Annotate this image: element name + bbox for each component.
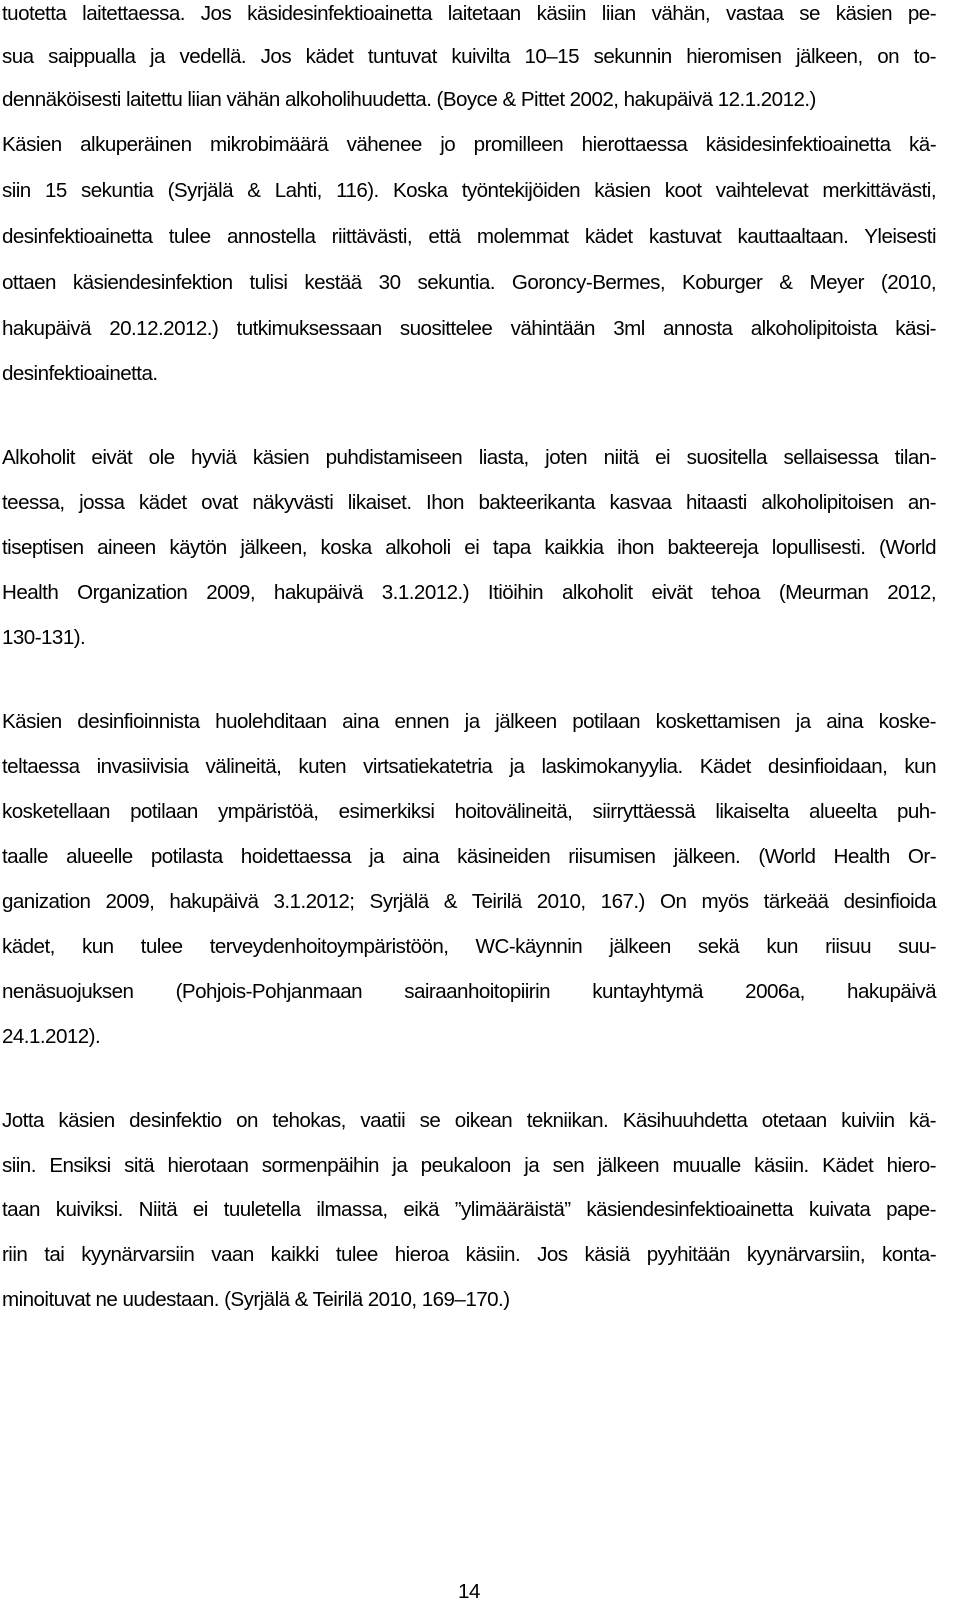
text-line: ottaen käsiendesinfektion tulisi kestää 30 sekuntia. Goroncy-Bermes, Koburger & Meyer (2010, [2, 271, 936, 294]
text-line: tuotetta laitettaessa. Jos käsidesinfektioainetta laitetaan käsiin liian vähän, vastaa se käsien pe- [2, 2, 936, 25]
text-line: Alkoholit eivät ole hyviä käsien puhdistamiseen liasta, joten niitä ei suositella sellaisessa tilan- [2, 446, 936, 469]
text-line: kosketellaan potilaan ympäristöä, esimerkiksi hoitovälineitä, siirryttäessä likaiselta alueelta puh- [2, 800, 936, 823]
text-line: siin 15 sekuntia (Syrjälä & Lahti, 116). Koska työntekijöiden käsien koot vaihtelevat merkittävästi, [2, 179, 936, 202]
text-line: desinfektioainetta tulee annostella riittävästi, että molemmat kädet kastuvat kauttaaltaan. Yleisesti [2, 225, 936, 248]
text-line: tiseptisen aineen käytön jälkeen, koska alkoholi ei tapa kaikkia ihon bakteereja lopullisesti. (World [2, 536, 936, 559]
text-line: riin tai kyynärvarsiin vaan kaikki tulee hieroa käsiin. Jos käsiä pyyhitään kyynärvarsiin, konta- [2, 1243, 936, 1266]
text-line: 130-131). [2, 626, 86, 649]
text-line: taan kuiviksi. Niitä ei tuuletella ilmassa, eikä ”ylimääräistä” käsiendesinfektioainetta kuivata pape- [2, 1198, 936, 1221]
text-line: taalle alueelle potilasta hoidettaessa ja aina käsineiden riisumisen jälkeen. (World Health Or- [2, 845, 936, 868]
text-line: Jotta käsien desinfektio on tehokas, vaatii se oikean tekniikan. Käsihuuhdetta otetaan kuiviin kä- [2, 1109, 936, 1132]
text-line: Käsien desinfioinnista huolehditaan aina ennen ja jälkeen potilaan koskettamisen ja aina koske- [2, 710, 936, 733]
text-line: siin. Ensiksi sitä hierotaan sormenpäihin ja peukaloon ja sen jälkeen muualle käsiin. Kädet hiero- [2, 1154, 936, 1177]
text-line: teessa, jossa kädet ovat näkyvästi likaiset. Ihon bakteerikanta kasvaa hitaasti alkoholipitoisen an- [2, 491, 936, 514]
text-line: sua saippualla ja vedellä. Jos kädet tuntuvat kuivilta 10–15 sekunnin hieromisen jälkeen, on to- [2, 45, 936, 68]
text-line: desinfektioainetta. [2, 362, 158, 385]
text-line: hakupäivä 20.12.2012.) tutkimuksessaan suosittelee vähintään 3ml annosta alkoholipitoista käsi- [2, 317, 936, 340]
text-line: minoituvat ne uudestaan. (Syrjälä & Teirilä 2010, 169–170.) [2, 1288, 510, 1311]
text-line: teltaessa invasiivisia välineitä, kuten virtsatiekatetria ja laskimokanyylia. Kädet desinfioidaan, kun [2, 755, 936, 778]
text-line: nenäsuojuksen (Pohjois-Pohjanmaan sairaanhoitopiirin kuntayhtymä 2006a, hakupäivä [2, 980, 936, 1003]
text-line: 24.1.2012). [2, 1025, 101, 1048]
text-line: kädet, kun tulee terveydenhoitoympäristöön, WC-käynnin jälkeen sekä kun riisuu suu- [2, 935, 936, 958]
text-line: Health Organization 2009, hakupäivä 3.1.2012.) Itiöihin alkoholit eivät tehoa (Meurman 2012, [2, 581, 936, 604]
page-number: 14 [457, 1580, 481, 1603]
text-line: ganization 2009, hakupäivä 3.1.2012; Syrjälä & Teirilä 2010, 167.) On myös tärkeää desinfioida [2, 890, 936, 913]
text-line: Käsien alkuperäinen mikrobimäärä vähenee jo promilleen hierottaessa käsidesinfektioainetta kä- [2, 133, 936, 156]
text-line: dennäköisesti laitettu liian vähän alkoholihuudetta. (Boyce & Pittet 2002, hakupäivä 12.1.2012.) [2, 88, 816, 111]
